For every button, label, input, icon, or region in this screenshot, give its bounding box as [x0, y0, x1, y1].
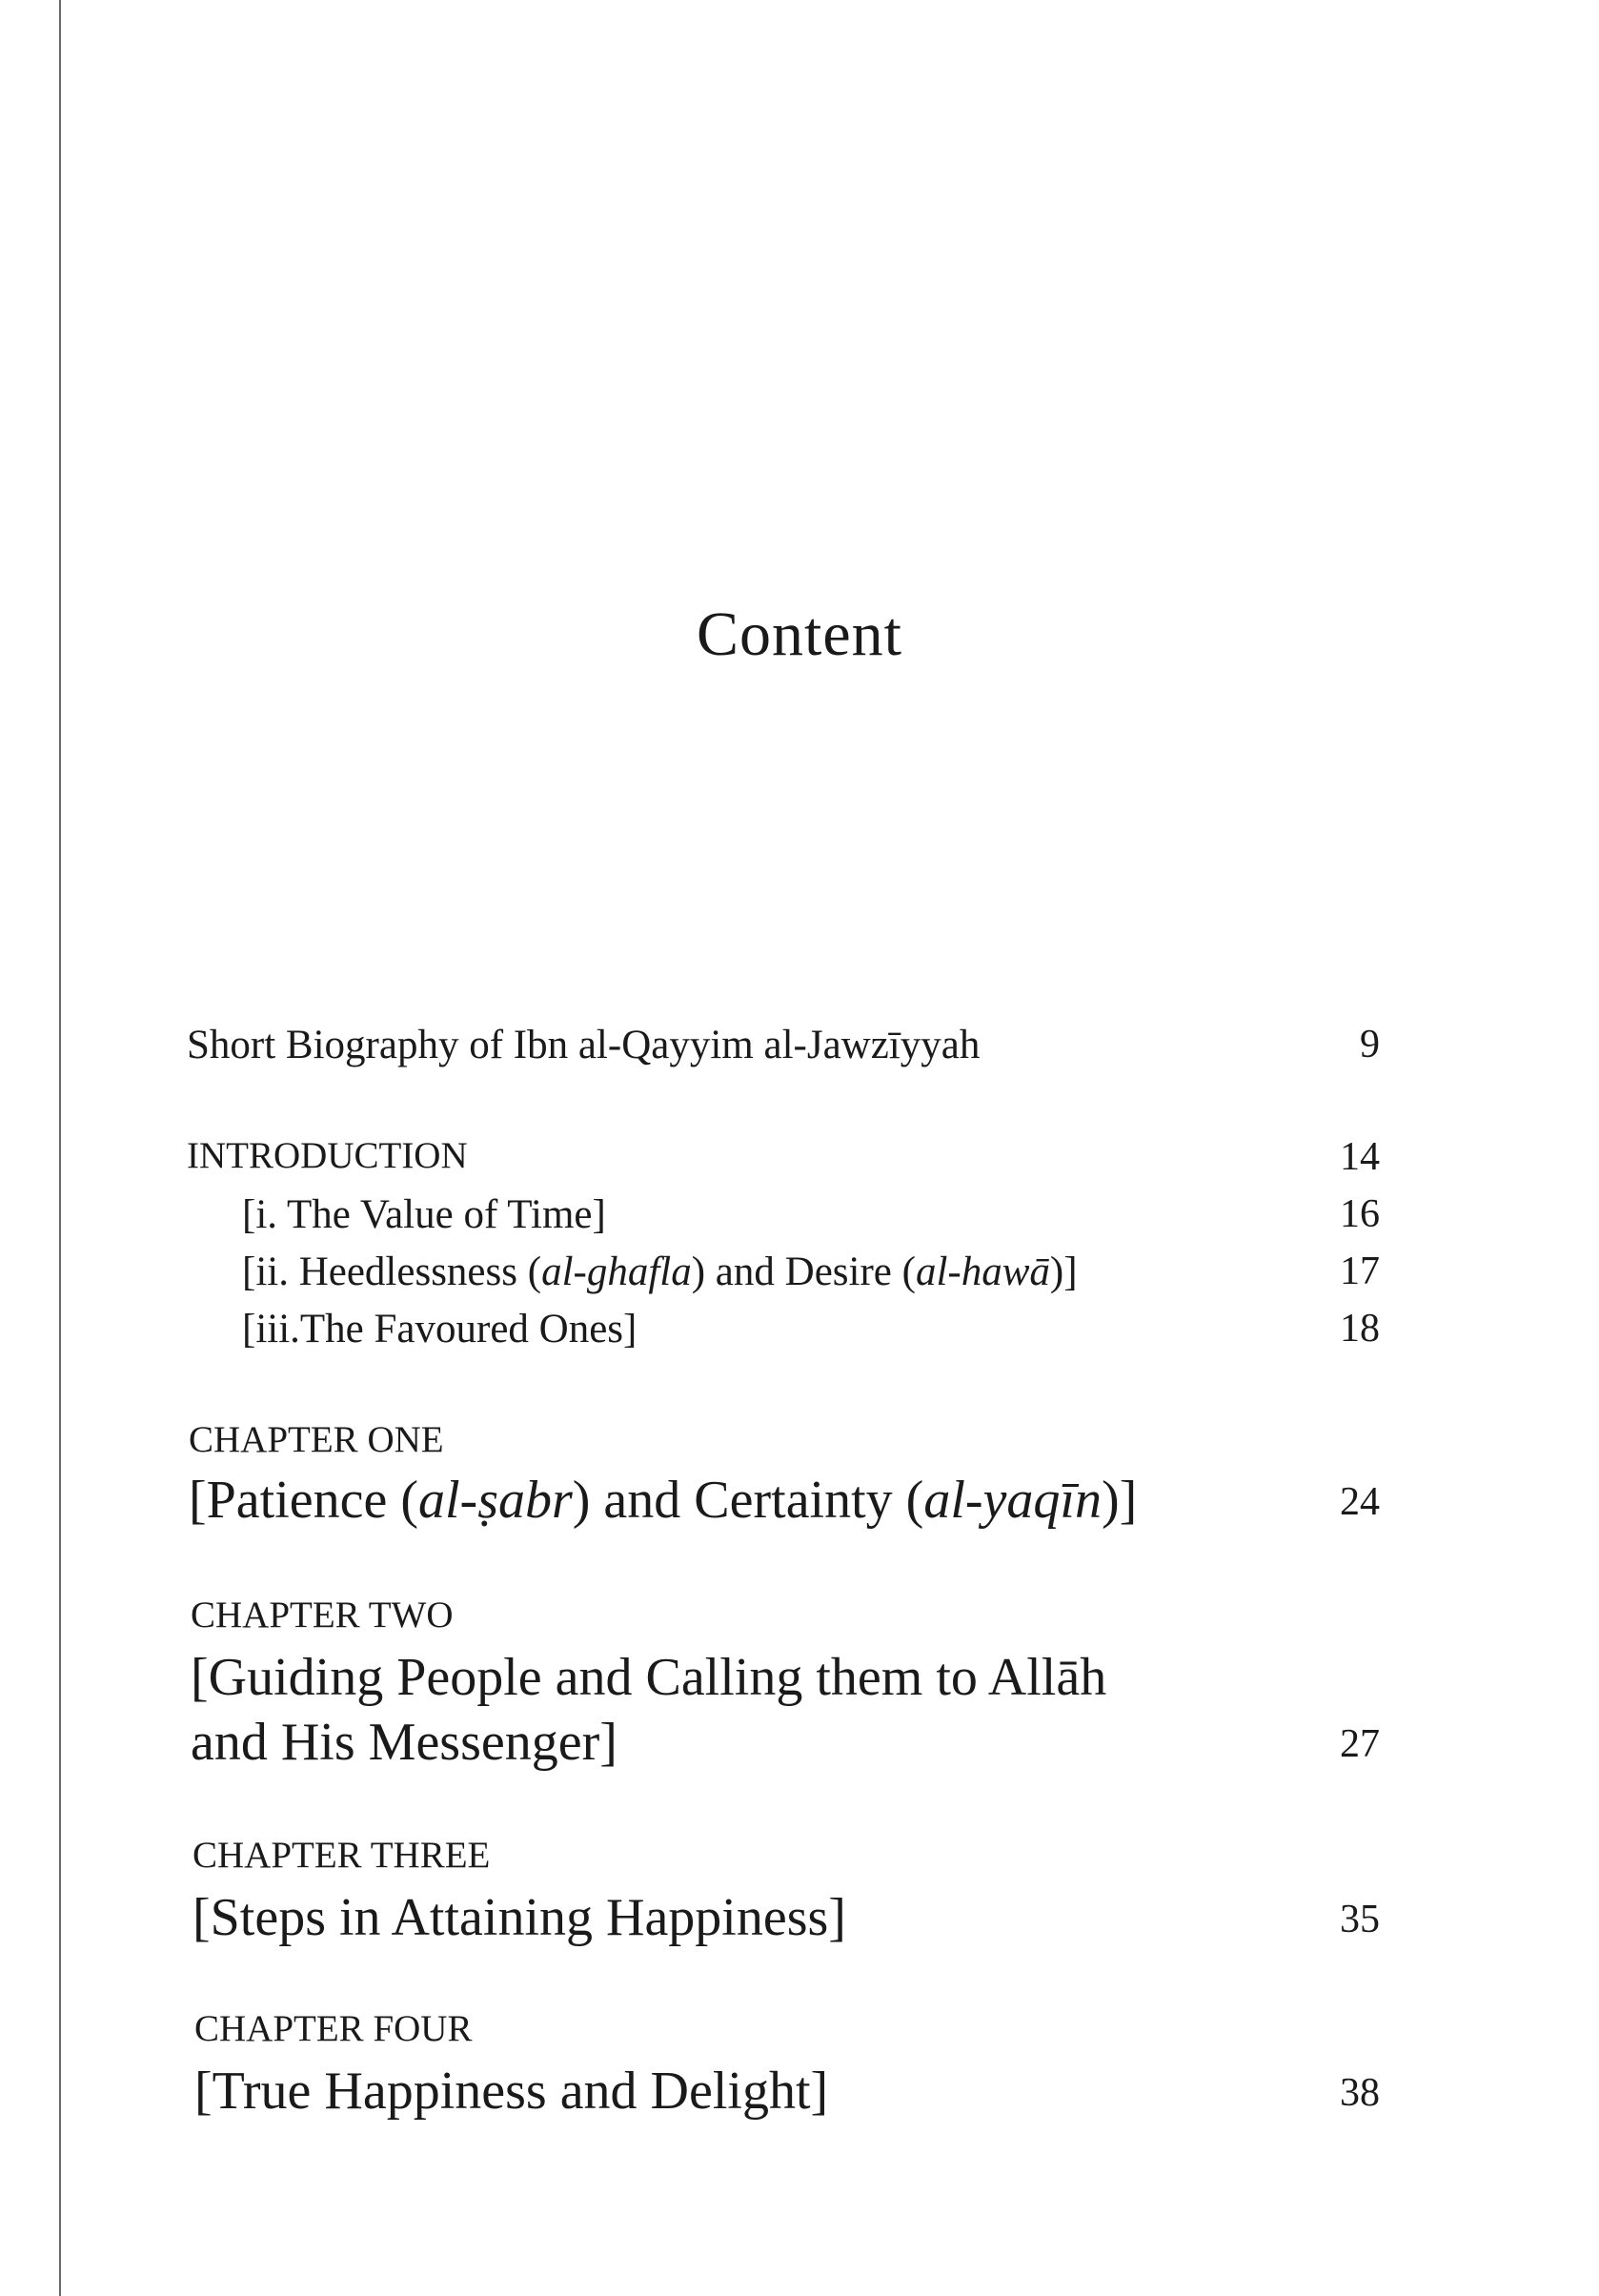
toc-page-number: 17	[1340, 1250, 1380, 1293]
toc-heading: CHAPTER THREE	[192, 1835, 491, 1876]
toc-entry-label: Short Biography of Ibn al-Qayyim al-Jawzīyyah	[187, 1023, 981, 1067]
toc-page-number: 38	[1340, 2071, 1380, 2115]
toc-subsection-label: [iii.The Favoured Ones]	[242, 1307, 638, 1351]
toc-subsection-label: [ii. Heedlessness (al-ghafla) and Desire (al-hawā)]	[242, 1250, 1078, 1294]
toc-page-number: 27	[1340, 1722, 1380, 1766]
toc-chapter-title: and His Messenger]	[191, 1713, 617, 1772]
toc-page-number: 9	[1360, 1023, 1380, 1067]
toc-heading: INTRODUCTION	[187, 1135, 468, 1176]
toc-chapter-title: [Guiding People and Calling them to Allāh	[191, 1648, 1107, 1707]
toc-chapter-title: [Steps in Attaining Happiness]	[192, 1888, 846, 1947]
toc-chapter-title: [Patience (al-ṣabr) and Certainty (al-yaqīn)]	[189, 1471, 1138, 1530]
toc-chapter-title: [True Happiness and Delight]	[194, 2062, 829, 2121]
toc-heading: CHAPTER TWO	[191, 1595, 454, 1636]
toc-subsection-label: [i. The Value of Time]	[242, 1192, 606, 1237]
toc-heading: CHAPTER ONE	[189, 1419, 444, 1460]
page-title: Content	[697, 599, 902, 669]
toc-page-number: 14	[1340, 1135, 1380, 1179]
toc-heading: CHAPTER FOUR	[194, 2008, 473, 2049]
toc-page-number: 18	[1340, 1307, 1380, 1351]
toc-page-number: 16	[1340, 1192, 1380, 1236]
toc-page-number: 24	[1340, 1480, 1380, 1524]
toc-page-number: 35	[1340, 1898, 1380, 1941]
